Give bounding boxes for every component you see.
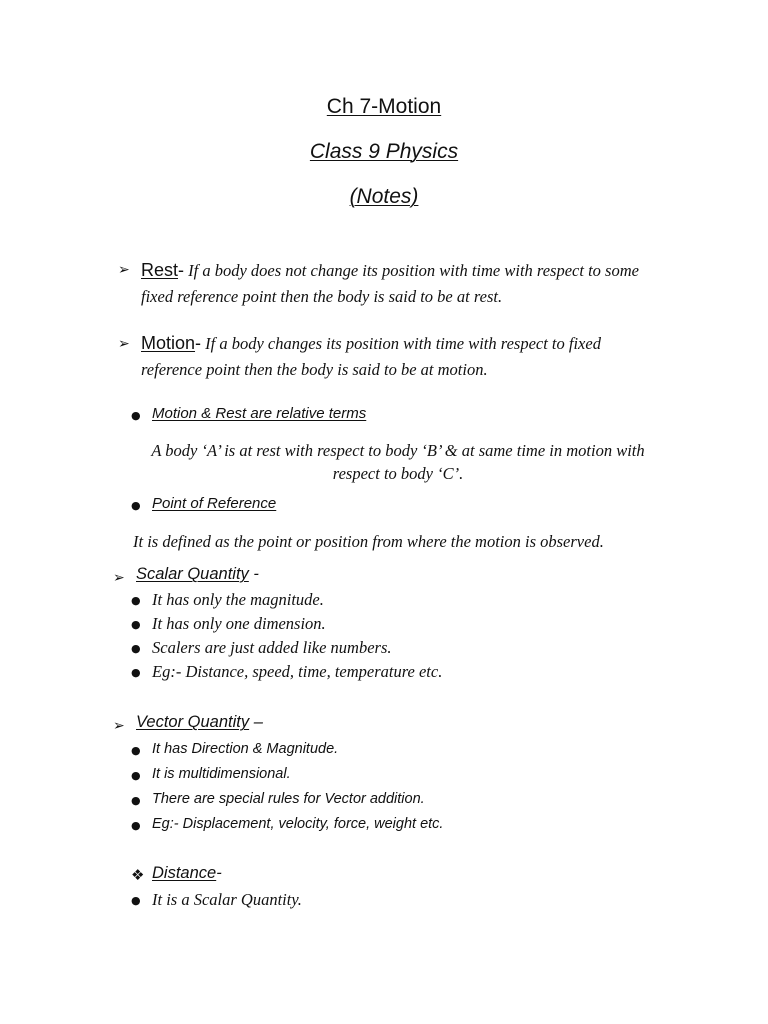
dot-bullet-icon: ● bbox=[131, 794, 141, 807]
relative-line-1: A body ‘A’ is at rest with respect to body ‘B’ & at same time in motion with bbox=[151, 441, 645, 460]
dot-bullet-icon: ● bbox=[131, 769, 141, 782]
document-page: Ch 7-Motion Class 9 Physics (Notes) ➢ Rest- If a body does not change its position with time with respect to some fixed reference point then the body is said to be at rest. ➢ Motion- If a body changes its position with time with respect to fixed reference point then the body is said to be at motion. ● Motion & Rest are relative terms A body ‘A’ is at rest with respect to body ‘B’ & at same time in motion with respect to body ‘C’. ● Point of Reference It is defined as the point or position from where the motion is observed. ➢ Scalar Quantity - ● It has only the magnitude. ● It has only one dimension. ● Scalers are just added like numbers. ● Eg:- Distance, speed, time, temperature etc. ➢ Vector Quantity – ● It has Direction & Magnitude. ● It is multidimensional. ● There are special rules for Vector addition. ● Eg:- Displacement, velocity, force, weight etc. ❖ Distance- ● It is a Scalar Quantity. bbox=[0, 0, 768, 1024]
motion-line-1: If a body changes its position with time with respect to fixed bbox=[201, 334, 601, 353]
motion-line-2: reference point then the body is said to be at motion. bbox=[141, 360, 488, 379]
rest-definition bbox=[141, 258, 761, 309]
rest-line-1: If a body does not change its position with time with respect to some bbox=[184, 261, 639, 280]
relative-heading: Motion & Rest are relative terms bbox=[152, 405, 367, 422]
arrow-bullet-icon: ➢ bbox=[113, 570, 125, 586]
arrow-bullet-icon: ➢ bbox=[118, 262, 130, 278]
relative-line-2: respect to body ‘C’. bbox=[332, 464, 464, 483]
vector-heading: Vector Quantity – bbox=[136, 713, 263, 731]
rest-line-2: fixed reference point then the body is said to be at rest. bbox=[141, 287, 503, 306]
page-subtitle: Class 9 Physics bbox=[309, 140, 459, 163]
dot-bullet-icon: ● bbox=[131, 409, 141, 422]
dot-bullet-icon: ● bbox=[131, 744, 141, 757]
arrow-bullet-icon: ➢ bbox=[118, 336, 130, 352]
dot-bullet-icon: ● bbox=[131, 642, 141, 655]
rest-term: Rest bbox=[141, 260, 179, 280]
motion-definition bbox=[141, 331, 761, 382]
dot-bullet-icon: ● bbox=[131, 666, 141, 679]
dot-bullet-icon: ● bbox=[131, 594, 141, 607]
dot-bullet-icon: ● bbox=[131, 819, 141, 832]
dot-bullet-icon: ● bbox=[131, 618, 141, 631]
page-notes-label: (Notes) bbox=[349, 185, 419, 208]
arrow-bullet-icon: ➢ bbox=[113, 718, 125, 734]
motion-term: Motion bbox=[141, 333, 196, 353]
dot-bullet-icon: ● bbox=[131, 499, 141, 512]
relative-text bbox=[0, 439, 768, 485]
reference-text: It is defined as the point or position from where the motion is observed. bbox=[133, 532, 604, 551]
diamond-bullet-icon: ❖ bbox=[131, 866, 145, 884]
page-title: Ch 7-Motion bbox=[326, 95, 442, 118]
rest-sep: - bbox=[178, 260, 185, 280]
dot-bullet-icon: ● bbox=[131, 894, 141, 907]
motion-sep: - bbox=[195, 333, 202, 353]
scalar-heading: Scalar Quantity - bbox=[136, 565, 259, 583]
distance-heading: Distance- bbox=[152, 864, 222, 882]
reference-heading: Point of Reference bbox=[152, 495, 277, 512]
